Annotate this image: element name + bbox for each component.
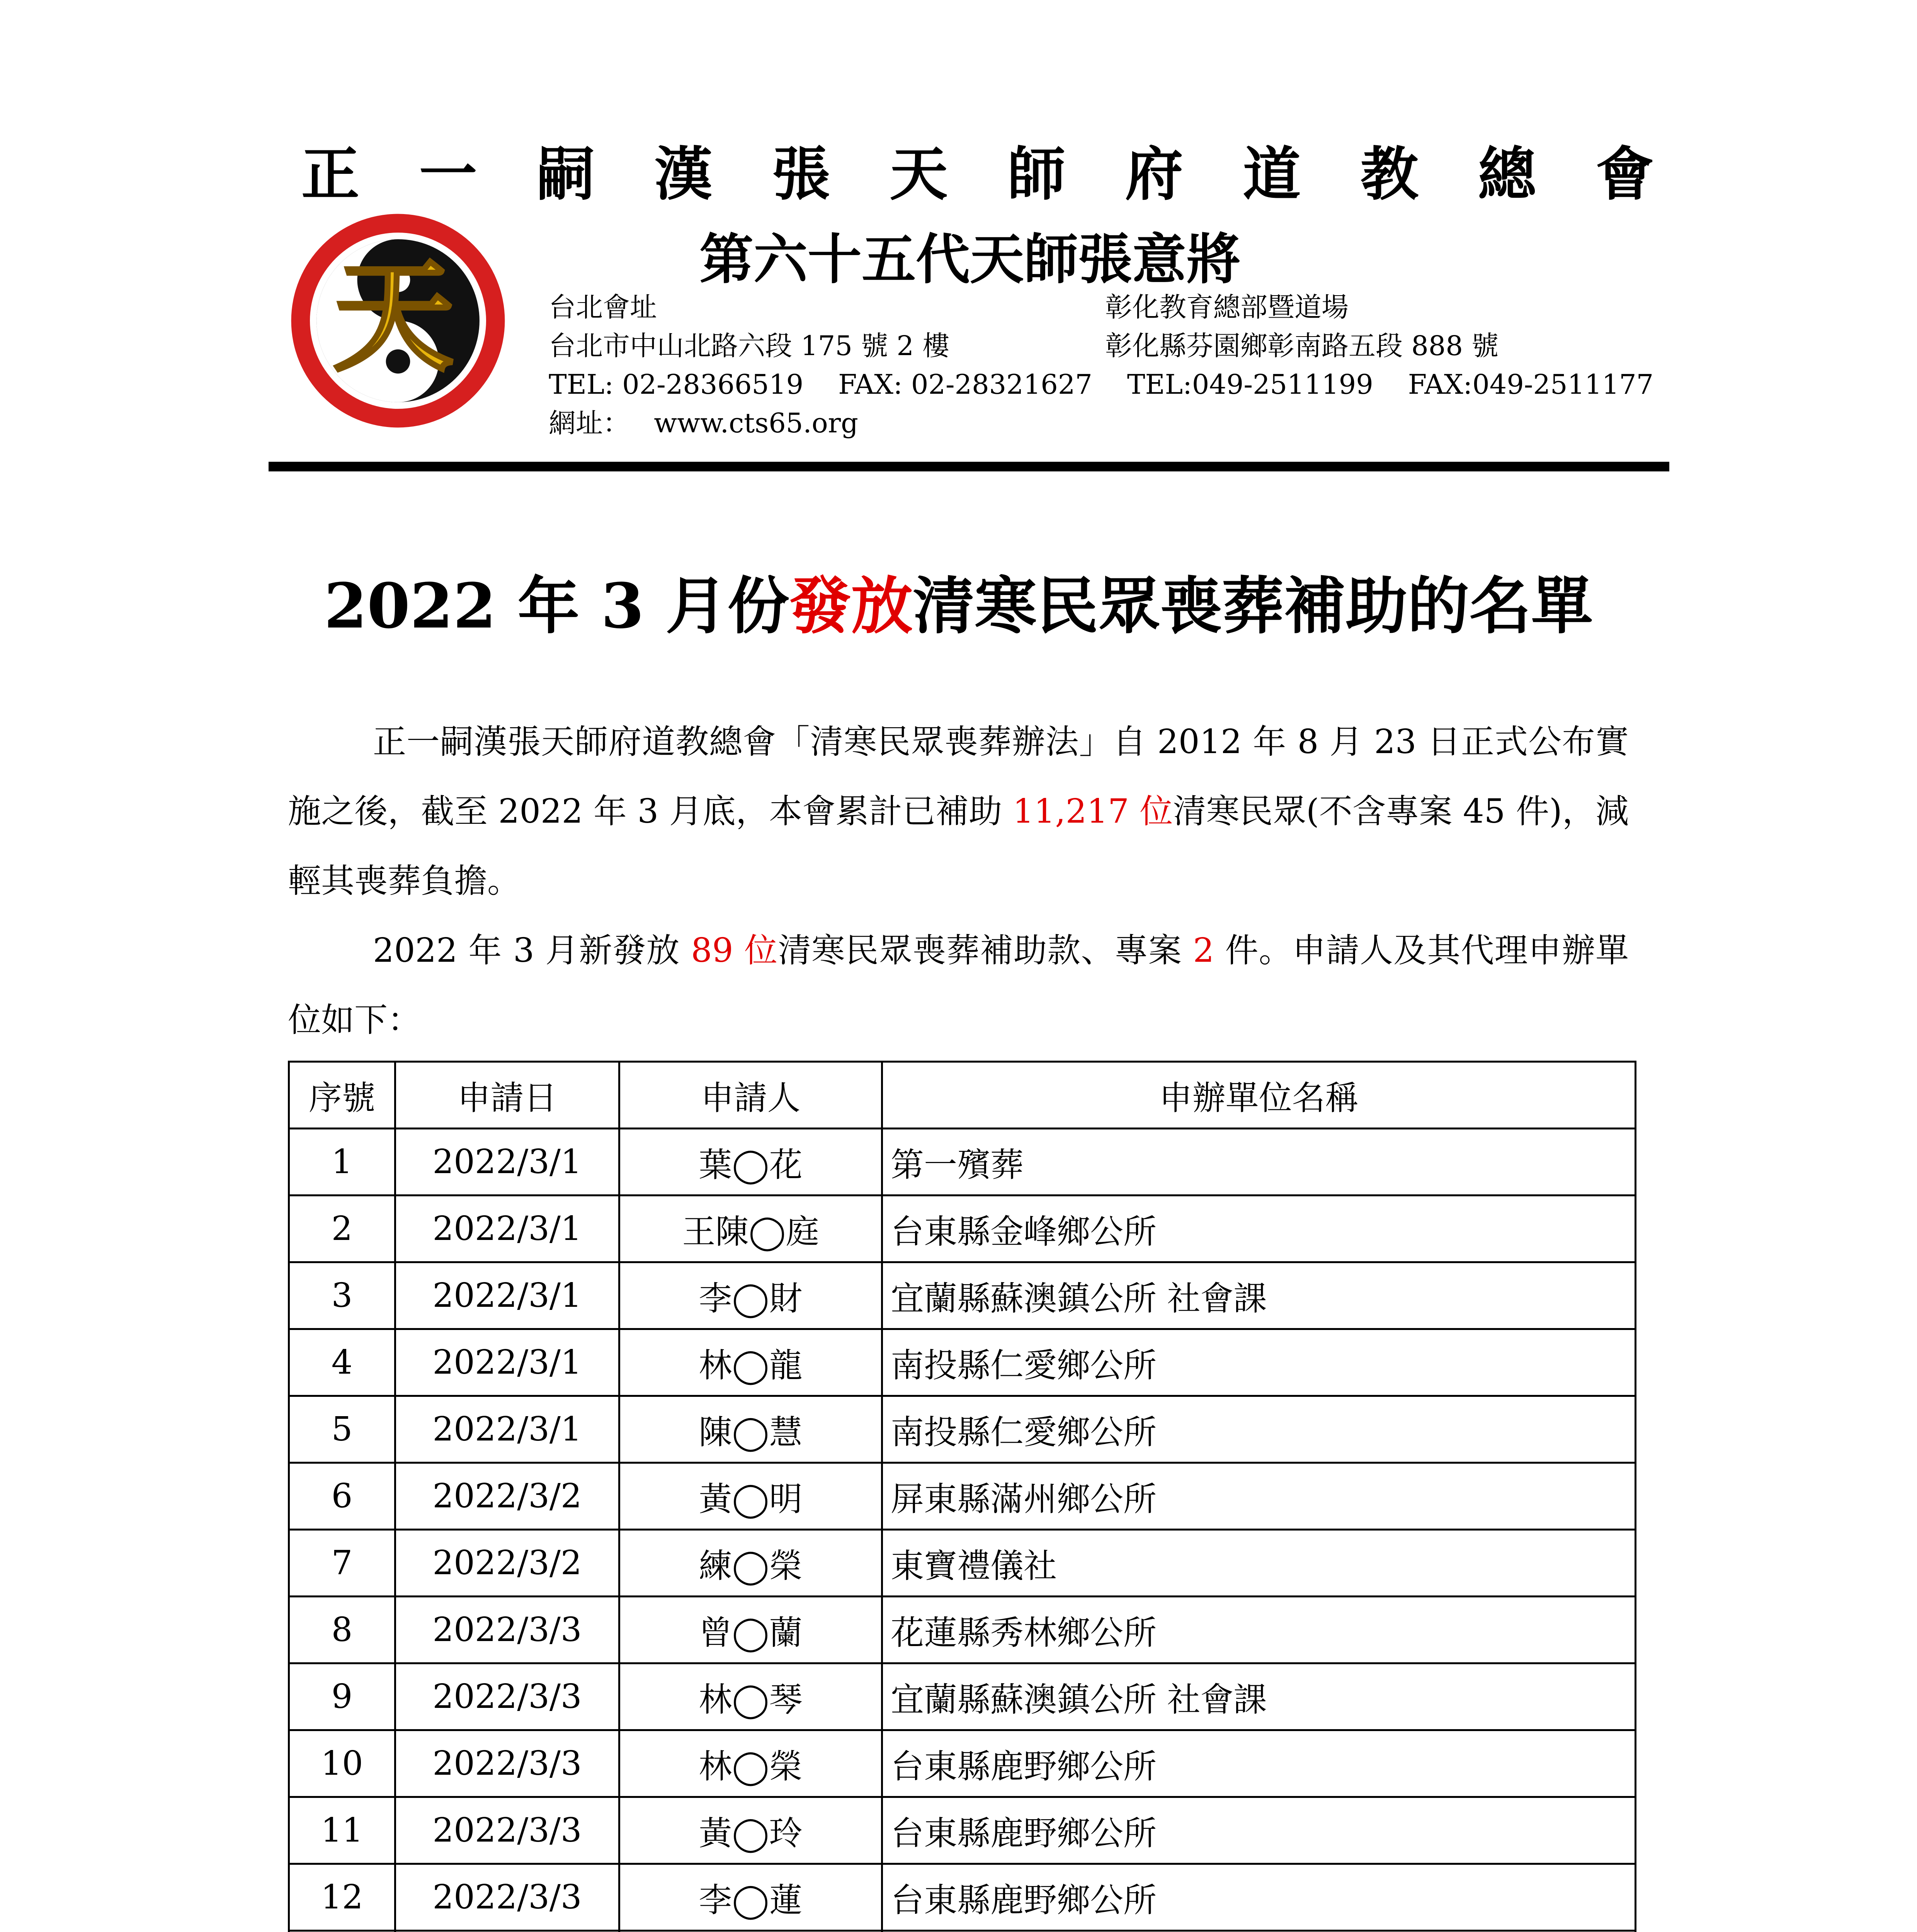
unit-cell: 宜蘭縣蘇澳鎮公所 社會課 bbox=[882, 1262, 1636, 1329]
unit-cell: 南投縣仁愛鄉公所 bbox=[882, 1396, 1636, 1463]
monthly-text-c: 件。申請人及其代理申辦單位如下： bbox=[288, 931, 1629, 1039]
monthly-paragraph bbox=[288, 916, 1629, 1055]
website-line bbox=[549, 404, 858, 442]
serial-cell: 10 bbox=[289, 1730, 395, 1797]
unit-cell: 花蓮縣秀林鄉公所 bbox=[882, 1597, 1636, 1663]
applicant-cell: 林◯榮 bbox=[619, 1730, 882, 1797]
unit-cell: 屏東縣滿州鄉公所 bbox=[882, 1463, 1636, 1530]
unit-cell: 台東縣鹿野鄉公所 bbox=[882, 1797, 1636, 1864]
changhua-address-label: 彰化教育總部暨道場 bbox=[1105, 291, 1349, 323]
taipei-fax: FAX: 02-28321627 bbox=[838, 369, 1092, 400]
title-part-2: 清寒民眾喪葬補助的名單 bbox=[913, 570, 1593, 642]
project-count: 2 bbox=[1193, 931, 1214, 970]
applicant-cell: 李◯財 bbox=[619, 1262, 882, 1329]
title-part-1: 2022 年 3 月份 bbox=[324, 570, 789, 642]
header-divider bbox=[269, 462, 1669, 471]
unit-cell: 台東縣鹿野鄉公所 bbox=[882, 1730, 1636, 1797]
applicant-cell: 黃◯玲 bbox=[619, 1797, 882, 1864]
org-name-char: 漢 bbox=[654, 141, 713, 208]
serial-cell: 3 bbox=[289, 1262, 395, 1329]
intro-paragraph bbox=[288, 707, 1629, 916]
serial-cell: 1 bbox=[289, 1129, 395, 1196]
org-name-char: 教 bbox=[1360, 141, 1419, 208]
serial-cell: 12 bbox=[289, 1864, 395, 1931]
applicant-cell: 練◯榮 bbox=[619, 1530, 882, 1597]
org-name-char: 府 bbox=[1125, 141, 1183, 208]
header-serial: 序號 bbox=[289, 1062, 395, 1129]
changhua-fax: FAX:049-2511177 bbox=[1408, 369, 1654, 400]
serial-cell: 6 bbox=[289, 1463, 395, 1530]
table-row bbox=[289, 1931, 1636, 1932]
table-row bbox=[289, 1663, 1636, 1730]
taipei-address-block bbox=[549, 288, 949, 365]
unit-cell: 台東縣金峰鄉公所 bbox=[882, 1196, 1636, 1262]
date-cell: 2022/3/3 bbox=[395, 1730, 619, 1797]
changhua-address: 彰化縣芬園鄉彰南路五段 888 號 bbox=[1105, 330, 1499, 362]
table-row bbox=[289, 1129, 1636, 1196]
date-cell: 2022/3/1 bbox=[395, 1262, 619, 1329]
organization-name bbox=[301, 128, 1654, 211]
applicant-cell bbox=[619, 1931, 882, 1932]
header-unit: 申辦單位名稱 bbox=[882, 1062, 1636, 1129]
serial-cell: 2 bbox=[289, 1196, 395, 1262]
cumulative-count: 11,217 位 bbox=[1012, 792, 1173, 831]
table-row bbox=[289, 1530, 1636, 1597]
logo-character: 天 bbox=[333, 247, 454, 388]
monthly-text-a: 2022 年 3 月新發放 bbox=[373, 931, 691, 970]
table-row bbox=[289, 1864, 1636, 1931]
serial-cell: 5 bbox=[289, 1396, 395, 1463]
applicant-cell: 黃◯明 bbox=[619, 1463, 882, 1530]
serial-cell bbox=[289, 1931, 395, 1932]
subsidy-recipient-table bbox=[288, 1061, 1636, 1932]
org-name-char: 一 bbox=[419, 141, 477, 208]
date-cell: 2022/3/1 bbox=[395, 1396, 619, 1463]
date-cell: 2022/3/3 bbox=[395, 1797, 619, 1864]
date-cell: 2022/3/1 bbox=[395, 1129, 619, 1196]
serial-cell: 7 bbox=[289, 1530, 395, 1597]
date-cell: 2022/3/3 bbox=[395, 1597, 619, 1663]
taipei-address: 台北市中山北路六段 175 號 2 樓 bbox=[549, 330, 950, 362]
table-header-row bbox=[289, 1062, 1636, 1129]
tao-logo-icon bbox=[288, 211, 508, 431]
date-cell: 2022/3/1 bbox=[395, 1329, 619, 1396]
unit-cell bbox=[882, 1931, 1636, 1932]
date-cell: 2022/3/2 bbox=[395, 1530, 619, 1597]
serial-cell: 9 bbox=[289, 1663, 395, 1730]
applicant-cell: 林◯琴 bbox=[619, 1663, 882, 1730]
table-row bbox=[289, 1196, 1636, 1262]
table-row bbox=[289, 1463, 1636, 1530]
celestial-master-name: 第六十五代天師張意將 bbox=[699, 228, 1241, 291]
taipei-tel: TEL: 02-28366519 bbox=[549, 369, 804, 400]
applicant-cell: 葉◯花 bbox=[619, 1129, 882, 1196]
unit-cell: 東寶禮儀社 bbox=[882, 1530, 1636, 1597]
org-name-char: 師 bbox=[1007, 141, 1066, 208]
applicant-cell: 陳◯慧 bbox=[619, 1396, 882, 1463]
applicant-cell: 王陳◯庭 bbox=[619, 1196, 882, 1262]
taipei-address-label: 台北會址 bbox=[549, 291, 657, 323]
org-name-char: 會 bbox=[1596, 141, 1654, 208]
intro-text-a: 正一嗣漢張天師府道教總會「清寒民眾喪葬辦法」自 2012 年 8 月 23 日正式公布實施之後，截至 2022 年 3 月底，本會累計已補助 bbox=[288, 723, 1629, 831]
document-title bbox=[0, 556, 1917, 645]
table-row bbox=[289, 1262, 1636, 1329]
applicant-cell: 曾◯蘭 bbox=[619, 1597, 882, 1663]
title-highlight: 發放 bbox=[789, 570, 913, 642]
table-row bbox=[289, 1329, 1636, 1396]
unit-cell: 南投縣仁愛鄉公所 bbox=[882, 1329, 1636, 1396]
monthly-count: 89 位 bbox=[691, 931, 778, 970]
org-name-char: 總 bbox=[1478, 141, 1536, 208]
date-cell bbox=[395, 1931, 619, 1932]
changhua-address-block bbox=[1105, 288, 1499, 365]
org-name-char: 天 bbox=[890, 141, 948, 208]
date-cell: 2022/3/2 bbox=[395, 1463, 619, 1530]
header-date: 申請日 bbox=[395, 1062, 619, 1129]
contact-line bbox=[549, 365, 1653, 404]
intro-text-b: 清寒民眾(不含專案 45 件)，減輕其喪葬負擔。 bbox=[288, 792, 1629, 900]
changhua-tel: TEL:049-2511199 bbox=[1127, 369, 1373, 400]
org-name-char: 正 bbox=[301, 141, 360, 208]
applicant-cell: 林◯龍 bbox=[619, 1329, 882, 1396]
serial-cell: 8 bbox=[289, 1597, 395, 1663]
applicant-cell: 李◯蓮 bbox=[619, 1864, 882, 1931]
website-label: 網址： bbox=[549, 407, 630, 439]
table-row bbox=[289, 1730, 1636, 1797]
org-name-char: 嗣 bbox=[537, 141, 595, 208]
date-cell: 2022/3/3 bbox=[395, 1663, 619, 1730]
table-row bbox=[289, 1396, 1636, 1463]
unit-cell: 第一殯葬 bbox=[882, 1129, 1636, 1196]
serial-cell: 11 bbox=[289, 1797, 395, 1864]
unit-cell: 台東縣鹿野鄉公所 bbox=[882, 1864, 1636, 1931]
org-name-char: 道 bbox=[1243, 141, 1301, 208]
header-applicant: 申請人 bbox=[619, 1062, 882, 1129]
unit-cell: 宜蘭縣蘇澳鎮公所 社會課 bbox=[882, 1663, 1636, 1730]
date-cell: 2022/3/3 bbox=[395, 1864, 619, 1931]
date-cell: 2022/3/1 bbox=[395, 1196, 619, 1262]
table-row bbox=[289, 1597, 1636, 1663]
table-row bbox=[289, 1797, 1636, 1864]
serial-cell: 4 bbox=[289, 1329, 395, 1396]
org-name-char: 張 bbox=[772, 141, 830, 208]
monthly-text-b: 清寒民眾喪葬補助款、專案 bbox=[778, 931, 1193, 970]
website-url: www.cts65.org bbox=[654, 407, 858, 439]
